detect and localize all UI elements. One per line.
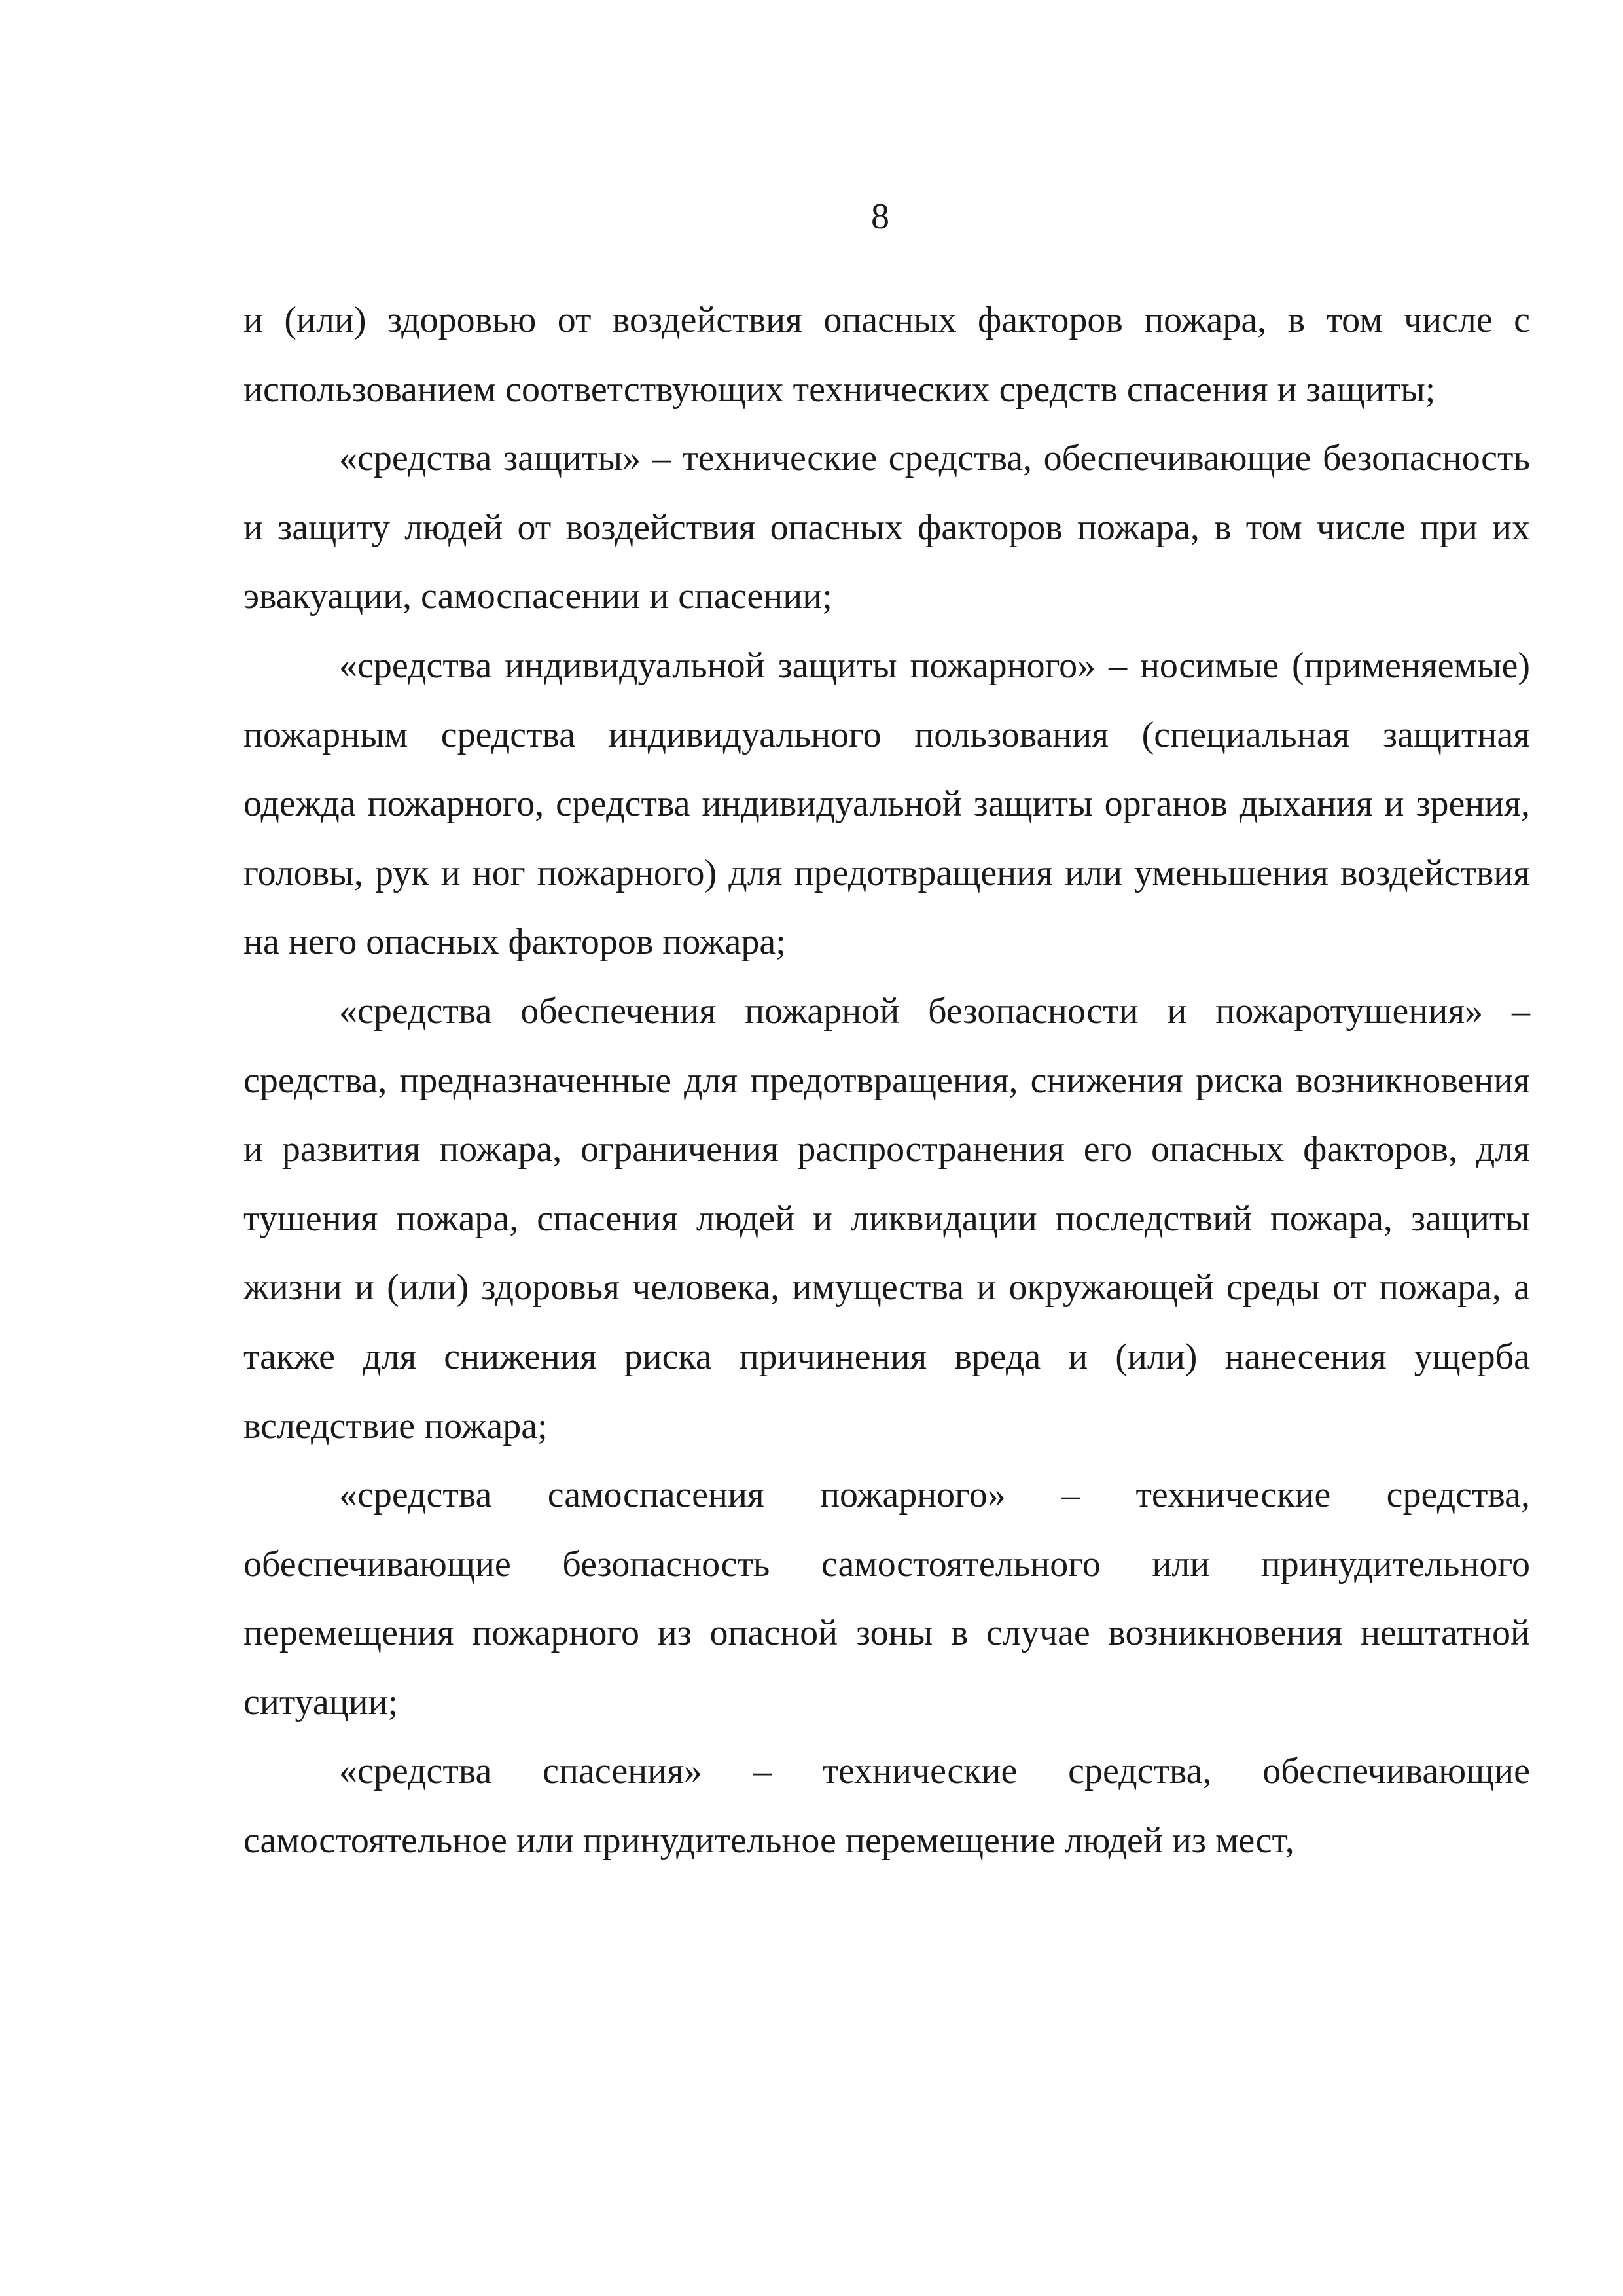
paragraph-continuation: и (или) здоровью от воздействия опасных факторов пожара, в том числе с использованием соответствующих технических средств спасения и защиты; (243, 300, 1530, 410)
paragraph-definition-fire-safety-means: «средства обеспечения пожарной безопасности и пожаротушения» – средства, предназначенные для предотвращения, снижения риска возникновения и развития пожара, ограничения распространения его опасных факторов, для тушения пожара, спасения людей и ликвидации последствий пожара, защиты жизни и (или) здоровья человека, имущества и окружающей среды от пожара, а также для снижения риска причинения вреда и (или) нанесения ущерба вследствие пожара; (243, 990, 1530, 1446)
paragraph-definition-self-rescue-means: «средства самоспасения пожарного» – технические средства, обеспечивающие безопасность самостоятельного или принудительного перемещения пожарного из опасной зоны в случае возникновения нештатной ситуации; (243, 1475, 1530, 1723)
paragraph-definition-rescue-means: «средства спасения» – технические средства, обеспечивающие самостоятельное или принудительное перемещение людей из мест, (243, 1751, 1530, 1861)
document-body (243, 286, 1530, 1876)
page-number: 8 (871, 196, 889, 237)
paragraph-definition-protection-means: «средства защиты» – технические средства, обеспечивающие безопасность и защиту людей от воздействия опасных факторов пожара, в том числе при их эвакуации, самоспасении и спасении; (243, 438, 1530, 617)
paragraph-definition-firefighter-ppe: «средства индивидуальной защиты пожарного» – носимые (применяемые) пожарным средства индивидуального пользования (специальная защитная одежда пожарного, средства индивидуальной защиты органов дыхания и зрения, головы, рук и ног пожарного) для предотвращения или уменьшения воздействия на него опасных факторов пожара; (243, 645, 1530, 963)
